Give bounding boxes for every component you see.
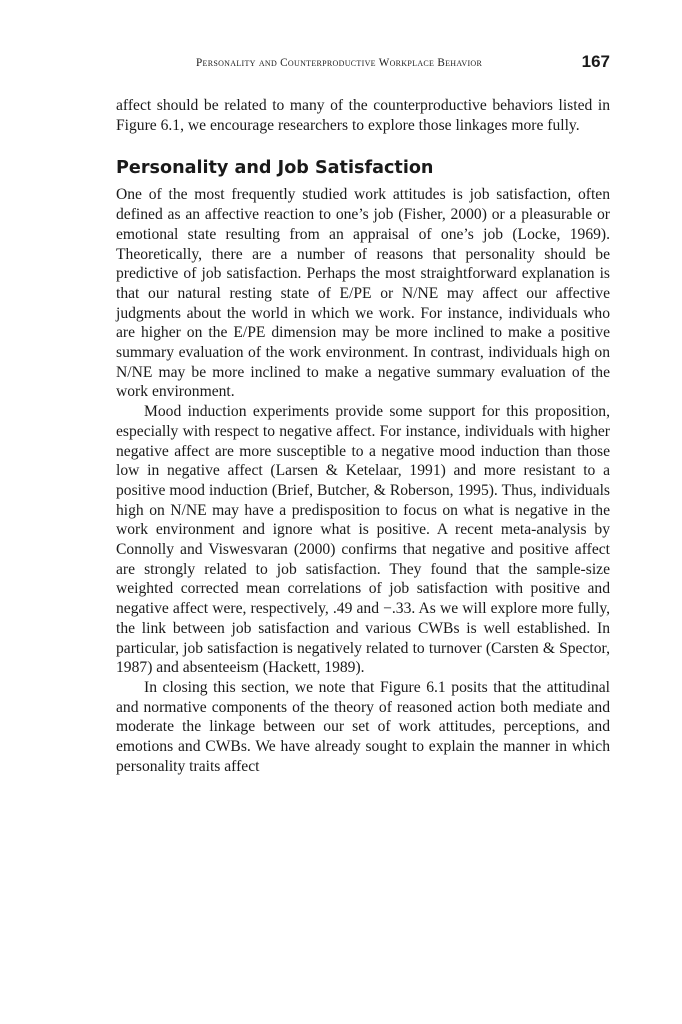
paragraph-mood-induction: Mood induction experiments provide some support for this proposition, especially with respect to negative affect. For instance, individuals with higher negative affect are more susceptible to a negative mood induction than those low in negative affect (Larsen & Ketelaar, 1991) and more resistant to a positive mood induction (Brief, Butcher, & Roberson, 1995). Thus, individuals high on N/NE may have a predisposition to focus on what is negative in the work environment and ignore what is positive. A recent meta-analysis by Connolly and Viswesvaran (2000) confirms that negative and positive affect are strongly related to job satisfaction. They found that the sample-size weighted corrected mean correlations of job satisfaction with positive and negative affect were, respectively, .49 and −.33. As we will explore more fully, the link between job satisfaction and various CWBs is well established. In particular, job satisfaction is negatively related to turnover (Carsten & Spector, 1987) and absenteeism (Hackett, 1989). — [116, 403, 610, 677]
body-text — [116, 96, 610, 777]
running-head: Personality and Counterproductive Workplace Behavior — [196, 57, 483, 69]
paragraph-closing: In closing this section, we note that Figure 6.1 posits that the attitudinal and normative components of the theory of reasoned action both mediate and moderate the linkage between our set of work attitudes, perceptions, and emotions and CWBs. We have already sought to explain the manner in which personality traits affect — [116, 678, 610, 775]
paragraph-job-satisfaction: One of the most frequently studied work attitudes is job satisfaction, often defined as an affective reaction to one’s job (Fisher, 2000) or a pleasurable or emotional state resulting from an appraisal of one’s job (Locke, 1969). Theoretically, there are a number of reasons that personality should be predictive of job satisfaction. Perhaps the most straightforward explanation is that our natural resting state of E/PE or N/NE may affect our affective judgments about the world in which we work. For instance, individuals who are higher on the E/PE dimension may be more inclined to make a positive summary evaluation of the work environment. In contrast, individuals high on N/NE may be more inclined to make a negative summary evaluation of the work environment. — [116, 186, 610, 401]
page-header — [116, 52, 610, 76]
section-heading: Personality and Job Satisfaction — [116, 158, 434, 179]
paragraph-continuation: affect should be related to many of the counterproductive behaviors listed in Figure 6.1, we encourage researchers to explore those linkages more fully. — [116, 97, 610, 134]
page-number: 167 — [581, 52, 610, 71]
